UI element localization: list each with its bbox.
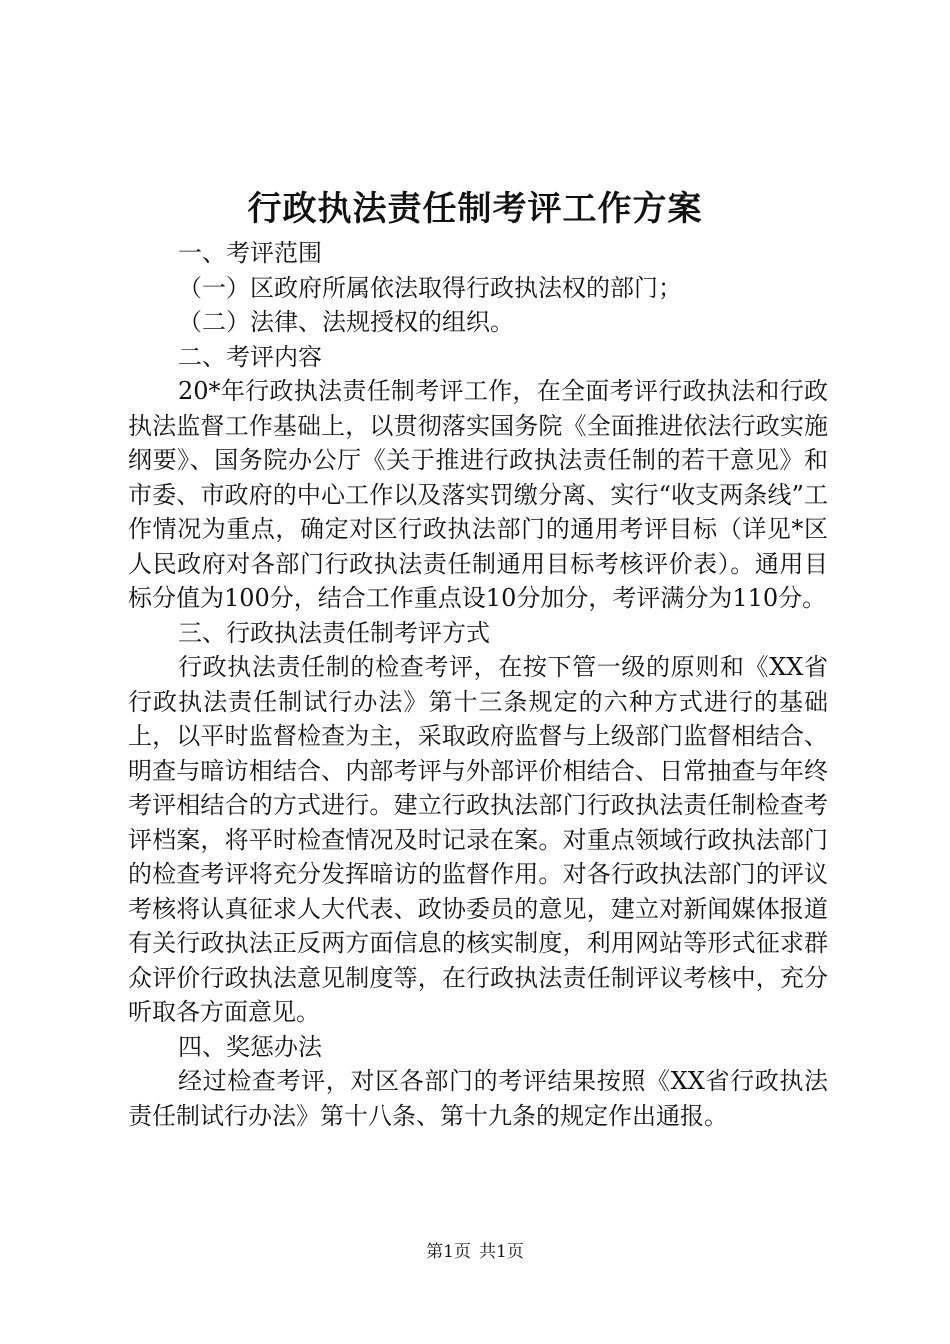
rewards-paragraph: 经过检查考评，对区各部门的考评结果按照《XX省行政执法责任制试行办法》第十八条、第十九条的规定作出通报。: [128, 1067, 828, 1130]
page-footer: [0, 1240, 950, 1264]
page-number: 第1页: [426, 1242, 471, 1262]
document-title: 行政执法责任制考评工作方案: [247, 189, 703, 229]
content-paragraph: 20*年行政执法责任制考评工作，在全面考评行政执法和行政执法监督工作基础上，以贯彻落实国务院《全面推进依法行政实施纲要》、国务院办公厅《关于推进行政执法责任制的若干意见》和市委、市政府的中心工作以及落实罚缴分离、实行“收支两条线”工作情况为重点，确定对区行政执法部门的通用考评目标（详见*区人民政府对各部门行政执法责任制通用目标考核评价表）。通用目标分值为100分，结合工作重点设10分加分，考评满分为110分。: [128, 377, 828, 612]
section-heading-method: 三、行政执法责任制考评方式: [178, 618, 490, 647]
scope-item-2: （二）法律、法规授权的组织。: [178, 308, 514, 336]
page-total: 共1页: [479, 1242, 524, 1262]
section-heading-scope: 一、考评范围: [178, 239, 322, 267]
method-paragraph: 行政执法责任制的检查考评，在按下管一级的原则和《XX省行政执法责任制试行办法》第十三条规定的六种方式进行的基础上，以平时监督检查为主，采取政府监督与上级部门监督相结合、明查与暗访相结合、内部考评与外部评价相结合、日常抽查与年终考评相结合的方式进行。建立行政执法部门行政执法责任制检查考评档案，将平时检查情况及时记录在案。对重点领域行政执法部门的检查考评将充分发挥暗访的监督作用。对各行政执法部门的评议考核将认真征求人大代表、政协委员的意见，建立对新闻媒体报道有关行政执法正反两方面信息的核实制度，利用网站等形式征求群众评价行政执法意见制度等，在行政执法责任制评议考核中，充分听取各方面意见。: [128, 653, 828, 1026]
section-heading-rewards: 四、奖惩办法: [178, 1032, 322, 1061]
section-heading-content: 二、考评内容: [178, 342, 322, 371]
scope-item-1: （一）区政府所属依法取得行政执法权的部门；: [178, 273, 682, 302]
document-body: [128, 236, 828, 1133]
